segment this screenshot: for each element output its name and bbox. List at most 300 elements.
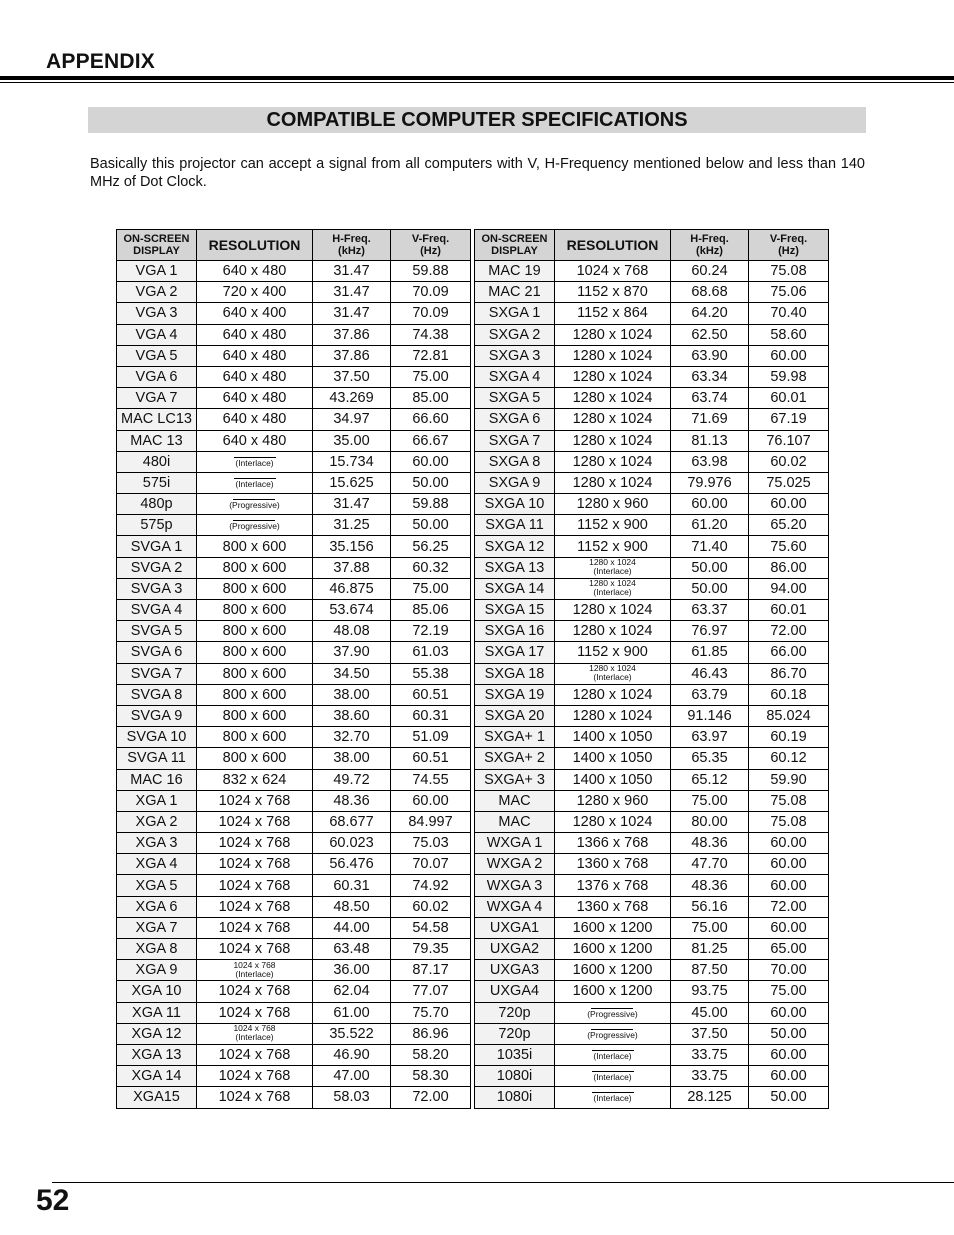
- resolution-cell: 1360 x 768: [555, 896, 671, 917]
- hfreq-cell: 38.00: [313, 748, 391, 769]
- hfreq-cell: 63.90: [671, 345, 749, 366]
- hfreq-cell: 31.47: [313, 282, 391, 303]
- table-row: [475, 1023, 829, 1044]
- table-row: [475, 409, 829, 430]
- table-row: [117, 769, 471, 790]
- hfreq-cell: 68.677: [313, 811, 391, 832]
- resolution-cell: 1600 x 1200: [555, 981, 671, 1002]
- vfreq-cell: 56.25: [391, 536, 471, 557]
- table-row: [117, 600, 471, 621]
- hfreq-cell: 31.47: [313, 494, 391, 515]
- resolution-cell: 1024 x 768: [197, 917, 313, 938]
- resolution-cell: 1366 x 768: [555, 833, 671, 854]
- vfreq-cell: 60.51: [391, 748, 471, 769]
- table-row: [475, 790, 829, 811]
- table-row: [475, 917, 829, 938]
- resolution-cell: 1400 x 1050: [555, 769, 671, 790]
- table-row: [117, 917, 471, 938]
- table-row: [117, 833, 471, 854]
- appendix-heading: APPENDIX: [46, 50, 155, 73]
- table-row: [117, 388, 471, 409]
- resolution-cell: 640 x 480: [197, 261, 313, 282]
- vfreq-cell: 60.02: [391, 896, 471, 917]
- vfreq-cell: 66.67: [391, 430, 471, 451]
- interlaced-resolution: 1280 x 1024 (Interlace): [589, 663, 636, 683]
- footer-rule: [52, 1182, 954, 1183]
- hfreq-cell: 37.88: [313, 557, 391, 578]
- hfreq-cell: 81.13: [671, 430, 749, 451]
- vfreq-cell: 72.19: [391, 621, 471, 642]
- vfreq-cell: 51.09: [391, 727, 471, 748]
- hfreq-cell: 46.43: [671, 663, 749, 684]
- section-title: COMPATIBLE COMPUTER SPECIFICATIONS: [266, 108, 688, 131]
- table-row: [117, 430, 471, 451]
- resolution-cell: 640 x 480: [197, 409, 313, 430]
- display-cell: SXGA 15: [475, 600, 555, 621]
- hfreq-cell: 35.00: [313, 430, 391, 451]
- resolution-cell: 640 x 480: [197, 324, 313, 345]
- display-cell: VGA 4: [117, 324, 197, 345]
- display-cell: SVGA 8: [117, 684, 197, 705]
- table-row: [117, 705, 471, 726]
- resolution-cell: 1024 x 768: [197, 854, 313, 875]
- table-row: [475, 748, 829, 769]
- table-row: [475, 663, 829, 684]
- table-row: [117, 854, 471, 875]
- vfreq-cell: 60.51: [391, 684, 471, 705]
- table-row: [117, 1066, 471, 1087]
- display-cell: 1080i: [475, 1066, 555, 1087]
- resolution-cell: [197, 960, 313, 981]
- resolution-cell: 1152 x 900: [555, 642, 671, 663]
- vfreq-cell: 85.00: [391, 388, 471, 409]
- table-row: [475, 345, 829, 366]
- display-cell: XGA 13: [117, 1044, 197, 1065]
- vfreq-cell: 87.17: [391, 960, 471, 981]
- vfreq-cell: 75.00: [391, 578, 471, 599]
- vfreq-cell: 60.19: [749, 727, 829, 748]
- display-cell: XGA 6: [117, 896, 197, 917]
- display-cell: WXGA 1: [475, 833, 555, 854]
- resolution-cell: [555, 1044, 671, 1065]
- table-row: [117, 282, 471, 303]
- col-hfreq-header: H-Freq. (kHz): [313, 230, 391, 261]
- table-header-row: [475, 230, 829, 261]
- display-cell: VGA 6: [117, 366, 197, 387]
- vfreq-cell: 76.107: [749, 430, 829, 451]
- table-row: [475, 833, 829, 854]
- table-row: [117, 790, 471, 811]
- resolution-cell: [197, 451, 313, 472]
- display-cell: SXGA 2: [475, 324, 555, 345]
- resolution-cell: 800 x 600: [197, 600, 313, 621]
- hfreq-cell: 15.734: [313, 451, 391, 472]
- resolution-cell: 1376 x 768: [555, 875, 671, 896]
- resolution-cell: 800 x 600: [197, 727, 313, 748]
- display-cell: SVGA 4: [117, 600, 197, 621]
- interlaced-resolution: 1024 x 768 (Interlace): [233, 959, 276, 979]
- resolution-cell: [555, 1087, 671, 1108]
- col-vfreq-header: V-Freq. (Hz): [391, 230, 471, 261]
- page-number: 52: [36, 1184, 70, 1217]
- vfreq-cell: 94.00: [749, 578, 829, 599]
- scan-type-note: (Progressive): [229, 521, 280, 532]
- resolution-cell: 640 x 480: [197, 430, 313, 451]
- hfreq-cell: 50.00: [671, 578, 749, 599]
- hfreq-cell: 68.68: [671, 282, 749, 303]
- table-row: [117, 557, 471, 578]
- vfreq-cell: 61.03: [391, 642, 471, 663]
- table-row: [117, 472, 471, 493]
- hfreq-cell: 65.12: [671, 769, 749, 790]
- hfreq-cell: 35.522: [313, 1023, 391, 1044]
- display-cell: VGA 2: [117, 282, 197, 303]
- table-row: [475, 536, 829, 557]
- hfreq-cell: 56.476: [313, 854, 391, 875]
- hfreq-cell: 31.47: [313, 303, 391, 324]
- hfreq-cell: 60.00: [671, 494, 749, 515]
- table-row: [475, 769, 829, 790]
- table-row: [475, 451, 829, 472]
- vfreq-cell: 70.09: [391, 303, 471, 324]
- table-row: [475, 1002, 829, 1023]
- vfreq-cell: 75.70: [391, 1002, 471, 1023]
- display-cell: SXGA 10: [475, 494, 555, 515]
- table-row: [475, 981, 829, 1002]
- table-row: [117, 345, 471, 366]
- hfreq-cell: 34.97: [313, 409, 391, 430]
- resolution-cell: 1400 x 1050: [555, 727, 671, 748]
- display-cell: MAC: [475, 790, 555, 811]
- vfreq-cell: 75.08: [749, 790, 829, 811]
- hfreq-cell: 43.269: [313, 388, 391, 409]
- vfreq-cell: 54.58: [391, 917, 471, 938]
- display-cell: SXGA 6: [475, 409, 555, 430]
- table-row: [475, 684, 829, 705]
- table-row: [117, 303, 471, 324]
- display-cell: XGA 8: [117, 939, 197, 960]
- vfreq-cell: 60.00: [749, 833, 829, 854]
- vfreq-cell: 58.20: [391, 1044, 471, 1065]
- display-cell: XGA 14: [117, 1066, 197, 1087]
- table-row: [117, 684, 471, 705]
- hfreq-cell: 56.16: [671, 896, 749, 917]
- intro-paragraph: Basically this projector can accept a signal from all computers with V, H-Frequency mentioned below and less than 140 MHz of Dot Clock.: [90, 156, 865, 190]
- hfreq-cell: 48.08: [313, 621, 391, 642]
- resolution-cell: [555, 1066, 671, 1087]
- table-row: [475, 705, 829, 726]
- resolution-cell: 1280 x 1024: [555, 811, 671, 832]
- table-row: [475, 621, 829, 642]
- hfreq-cell: 50.00: [671, 557, 749, 578]
- resolution-cell: 800 x 600: [197, 621, 313, 642]
- table-row: [117, 261, 471, 282]
- resolution-cell: 1152 x 864: [555, 303, 671, 324]
- vfreq-cell: 50.00: [749, 1023, 829, 1044]
- table-row: [117, 515, 471, 536]
- vfreq-cell: 50.00: [391, 515, 471, 536]
- vfreq-cell: 65.00: [749, 939, 829, 960]
- table-row: [475, 388, 829, 409]
- vfreq-cell: 58.60: [749, 324, 829, 345]
- display-cell: VGA 3: [117, 303, 197, 324]
- display-cell: MAC: [475, 811, 555, 832]
- table-row: [475, 430, 829, 451]
- resolution-cell: 640 x 480: [197, 345, 313, 366]
- spec-table-right: [474, 229, 829, 1109]
- col-display-header: ON-SCREEN DISPLAY: [117, 230, 197, 261]
- vfreq-cell: 74.55: [391, 769, 471, 790]
- resolution-cell: 800 x 600: [197, 705, 313, 726]
- display-cell: 720p: [475, 1002, 555, 1023]
- hfreq-cell: 75.00: [671, 917, 749, 938]
- display-cell: SVGA 2: [117, 557, 197, 578]
- resolution-cell: 800 x 600: [197, 748, 313, 769]
- resolution-cell: 800 x 600: [197, 684, 313, 705]
- hfreq-cell: 37.86: [313, 324, 391, 345]
- table-row: [117, 621, 471, 642]
- hfreq-cell: 38.60: [313, 705, 391, 726]
- display-cell: SXGA 16: [475, 621, 555, 642]
- vfreq-cell: 60.00: [749, 1066, 829, 1087]
- display-cell: SXGA 17: [475, 642, 555, 663]
- display-cell: 480i: [117, 451, 197, 472]
- resolution-cell: 1024 x 768: [197, 1002, 313, 1023]
- vfreq-cell: 74.38: [391, 324, 471, 345]
- vfreq-cell: 75.08: [749, 811, 829, 832]
- vfreq-cell: 86.00: [749, 557, 829, 578]
- resolution-cell: 1280 x 960: [555, 790, 671, 811]
- display-cell: MAC 16: [117, 769, 197, 790]
- resolution-cell: 1280 x 1024: [555, 388, 671, 409]
- display-cell: XGA 10: [117, 981, 197, 1002]
- table-row: [117, 960, 471, 981]
- resolution-cell: 1280 x 1024: [555, 472, 671, 493]
- hfreq-cell: 45.00: [671, 1002, 749, 1023]
- vfreq-cell: 86.70: [749, 663, 829, 684]
- table-row: [117, 1044, 471, 1065]
- display-cell: XGA 9: [117, 960, 197, 981]
- hfreq-cell: 35.156: [313, 536, 391, 557]
- vfreq-cell: 72.00: [749, 896, 829, 917]
- hfreq-cell: 46.90: [313, 1044, 391, 1065]
- display-cell: SXGA 20: [475, 705, 555, 726]
- display-cell: UXGA3: [475, 960, 555, 981]
- resolution-cell: 1024 x 768: [197, 1044, 313, 1065]
- display-cell: SVGA 9: [117, 705, 197, 726]
- vfreq-cell: 66.60: [391, 409, 471, 430]
- vfreq-cell: 74.92: [391, 875, 471, 896]
- scan-type-note: (Progressive): [587, 1008, 638, 1019]
- resolution-cell: 640 x 480: [197, 366, 313, 387]
- vfreq-cell: 86.96: [391, 1023, 471, 1044]
- vfreq-cell: 70.00: [749, 960, 829, 981]
- display-cell: VGA 7: [117, 388, 197, 409]
- display-cell: SVGA 6: [117, 642, 197, 663]
- display-cell: XGA15: [117, 1087, 197, 1108]
- display-cell: UXGA4: [475, 981, 555, 1002]
- table-row: [475, 303, 829, 324]
- table-row: [475, 282, 829, 303]
- hfreq-cell: 63.97: [671, 727, 749, 748]
- resolution-cell: 1360 x 768: [555, 854, 671, 875]
- resolution-cell: 1152 x 900: [555, 515, 671, 536]
- hfreq-cell: 33.75: [671, 1066, 749, 1087]
- resolution-cell: 720 x 400: [197, 282, 313, 303]
- vfreq-cell: 60.00: [749, 875, 829, 896]
- hfreq-cell: 48.36: [313, 790, 391, 811]
- vfreq-cell: 60.32: [391, 557, 471, 578]
- resolution-cell: [197, 494, 313, 515]
- display-cell: MAC LC13: [117, 409, 197, 430]
- hfreq-cell: 71.40: [671, 536, 749, 557]
- table-row: [117, 494, 471, 515]
- vfreq-cell: 59.90: [749, 769, 829, 790]
- resolution-cell: 1280 x 1024: [555, 684, 671, 705]
- display-cell: 1035i: [475, 1044, 555, 1065]
- display-cell: XGA 3: [117, 833, 197, 854]
- table-row: [117, 536, 471, 557]
- col-hfreq-header: H-Freq. (kHz): [671, 230, 749, 261]
- resolution-cell: 800 x 600: [197, 557, 313, 578]
- hfreq-cell: 62.04: [313, 981, 391, 1002]
- vfreq-cell: 75.06: [749, 282, 829, 303]
- display-cell: 720p: [475, 1023, 555, 1044]
- vfreq-cell: 60.00: [391, 451, 471, 472]
- col-resolution-header: RESOLUTION: [555, 230, 671, 261]
- vfreq-cell: 65.20: [749, 515, 829, 536]
- hfreq-cell: 63.74: [671, 388, 749, 409]
- vfreq-cell: 79.35: [391, 939, 471, 960]
- table-row: [475, 578, 829, 599]
- hfreq-cell: 61.20: [671, 515, 749, 536]
- table-row: [475, 854, 829, 875]
- resolution-cell: 1280 x 960: [555, 494, 671, 515]
- table-row: [475, 600, 829, 621]
- table-row: [475, 494, 829, 515]
- hfreq-cell: 91.146: [671, 705, 749, 726]
- table-row: [117, 748, 471, 769]
- hfreq-cell: 87.50: [671, 960, 749, 981]
- hfreq-cell: 60.24: [671, 261, 749, 282]
- display-cell: UXGA1: [475, 917, 555, 938]
- resolution-cell: 1024 x 768: [197, 981, 313, 1002]
- display-cell: 1080i: [475, 1087, 555, 1108]
- display-cell: SXGA 19: [475, 684, 555, 705]
- vfreq-cell: 50.00: [749, 1087, 829, 1108]
- resolution-cell: [555, 663, 671, 684]
- resolution-cell: 1024 x 768: [197, 896, 313, 917]
- table-row: [475, 875, 829, 896]
- resolution-cell: 1152 x 870: [555, 282, 671, 303]
- resolution-cell: 800 x 600: [197, 578, 313, 599]
- table-row: [117, 409, 471, 430]
- table-row: [475, 515, 829, 536]
- resolution-cell: 1280 x 1024: [555, 600, 671, 621]
- scan-type-note: (Progressive): [587, 1029, 638, 1040]
- hfreq-cell: 37.50: [671, 1023, 749, 1044]
- vfreq-cell: 77.07: [391, 981, 471, 1002]
- resolution-cell: [555, 1002, 671, 1023]
- vfreq-cell: 70.09: [391, 282, 471, 303]
- display-cell: VGA 5: [117, 345, 197, 366]
- hfreq-cell: 81.25: [671, 939, 749, 960]
- hfreq-cell: 48.36: [671, 875, 749, 896]
- vfreq-cell: 60.31: [391, 705, 471, 726]
- table-row: [475, 366, 829, 387]
- table-row: [117, 1023, 471, 1044]
- display-cell: XGA 7: [117, 917, 197, 938]
- display-cell: SXGA 18: [475, 663, 555, 684]
- col-display-header: ON-SCREEN DISPLAY: [475, 230, 555, 261]
- table-row: [117, 366, 471, 387]
- display-cell: 575i: [117, 472, 197, 493]
- resolution-cell: 1024 x 768: [197, 833, 313, 854]
- table-row: [475, 261, 829, 282]
- table-row: [117, 896, 471, 917]
- resolution-cell: [197, 472, 313, 493]
- display-cell: XGA 11: [117, 1002, 197, 1023]
- hfreq-cell: 61.85: [671, 642, 749, 663]
- display-cell: WXGA 2: [475, 854, 555, 875]
- scan-type-note: (Progressive): [229, 500, 280, 511]
- resolution-cell: [197, 1023, 313, 1044]
- vfreq-cell: 85.06: [391, 600, 471, 621]
- table-row: [117, 324, 471, 345]
- display-cell: SXGA 12: [475, 536, 555, 557]
- resolution-cell: 800 x 600: [197, 642, 313, 663]
- resolution-cell: 1280 x 1024: [555, 451, 671, 472]
- resolution-cell: 800 x 600: [197, 663, 313, 684]
- resolution-cell: 1280 x 1024: [555, 430, 671, 451]
- resolution-cell: 1600 x 1200: [555, 939, 671, 960]
- resolution-cell: 800 x 600: [197, 536, 313, 557]
- table-row: [117, 727, 471, 748]
- table-row: [475, 472, 829, 493]
- resolution-cell: [555, 1023, 671, 1044]
- hfreq-cell: 46.875: [313, 578, 391, 599]
- vfreq-cell: 59.88: [391, 261, 471, 282]
- vfreq-cell: 75.60: [749, 536, 829, 557]
- display-cell: SXGA 3: [475, 345, 555, 366]
- vfreq-cell: 75.00: [749, 981, 829, 1002]
- interlaced-resolution: 1280 x 1024 (Interlace): [589, 578, 636, 598]
- vfreq-cell: 60.18: [749, 684, 829, 705]
- vfreq-cell: 72.00: [749, 621, 829, 642]
- display-cell: SVGA 5: [117, 621, 197, 642]
- vfreq-cell: 60.00: [749, 1044, 829, 1065]
- hfreq-cell: 37.50: [313, 366, 391, 387]
- hfreq-cell: 63.34: [671, 366, 749, 387]
- table-row: [117, 578, 471, 599]
- vfreq-cell: 60.00: [749, 494, 829, 515]
- display-cell: XGA 4: [117, 854, 197, 875]
- display-cell: SVGA 11: [117, 748, 197, 769]
- resolution-cell: 1024 x 768: [555, 261, 671, 282]
- vfreq-cell: 60.00: [749, 917, 829, 938]
- section-title-band: [88, 107, 866, 133]
- hfreq-cell: 63.37: [671, 600, 749, 621]
- resolution-cell: 1024 x 768: [197, 1066, 313, 1087]
- display-cell: SXGA+ 2: [475, 748, 555, 769]
- resolution-cell: 1152 x 900: [555, 536, 671, 557]
- display-cell: MAC 13: [117, 430, 197, 451]
- hfreq-cell: 63.48: [313, 939, 391, 960]
- vfreq-cell: 67.19: [749, 409, 829, 430]
- hfreq-cell: 80.00: [671, 811, 749, 832]
- resolution-cell: [555, 557, 671, 578]
- scan-type-note: (Interlace): [235, 457, 274, 468]
